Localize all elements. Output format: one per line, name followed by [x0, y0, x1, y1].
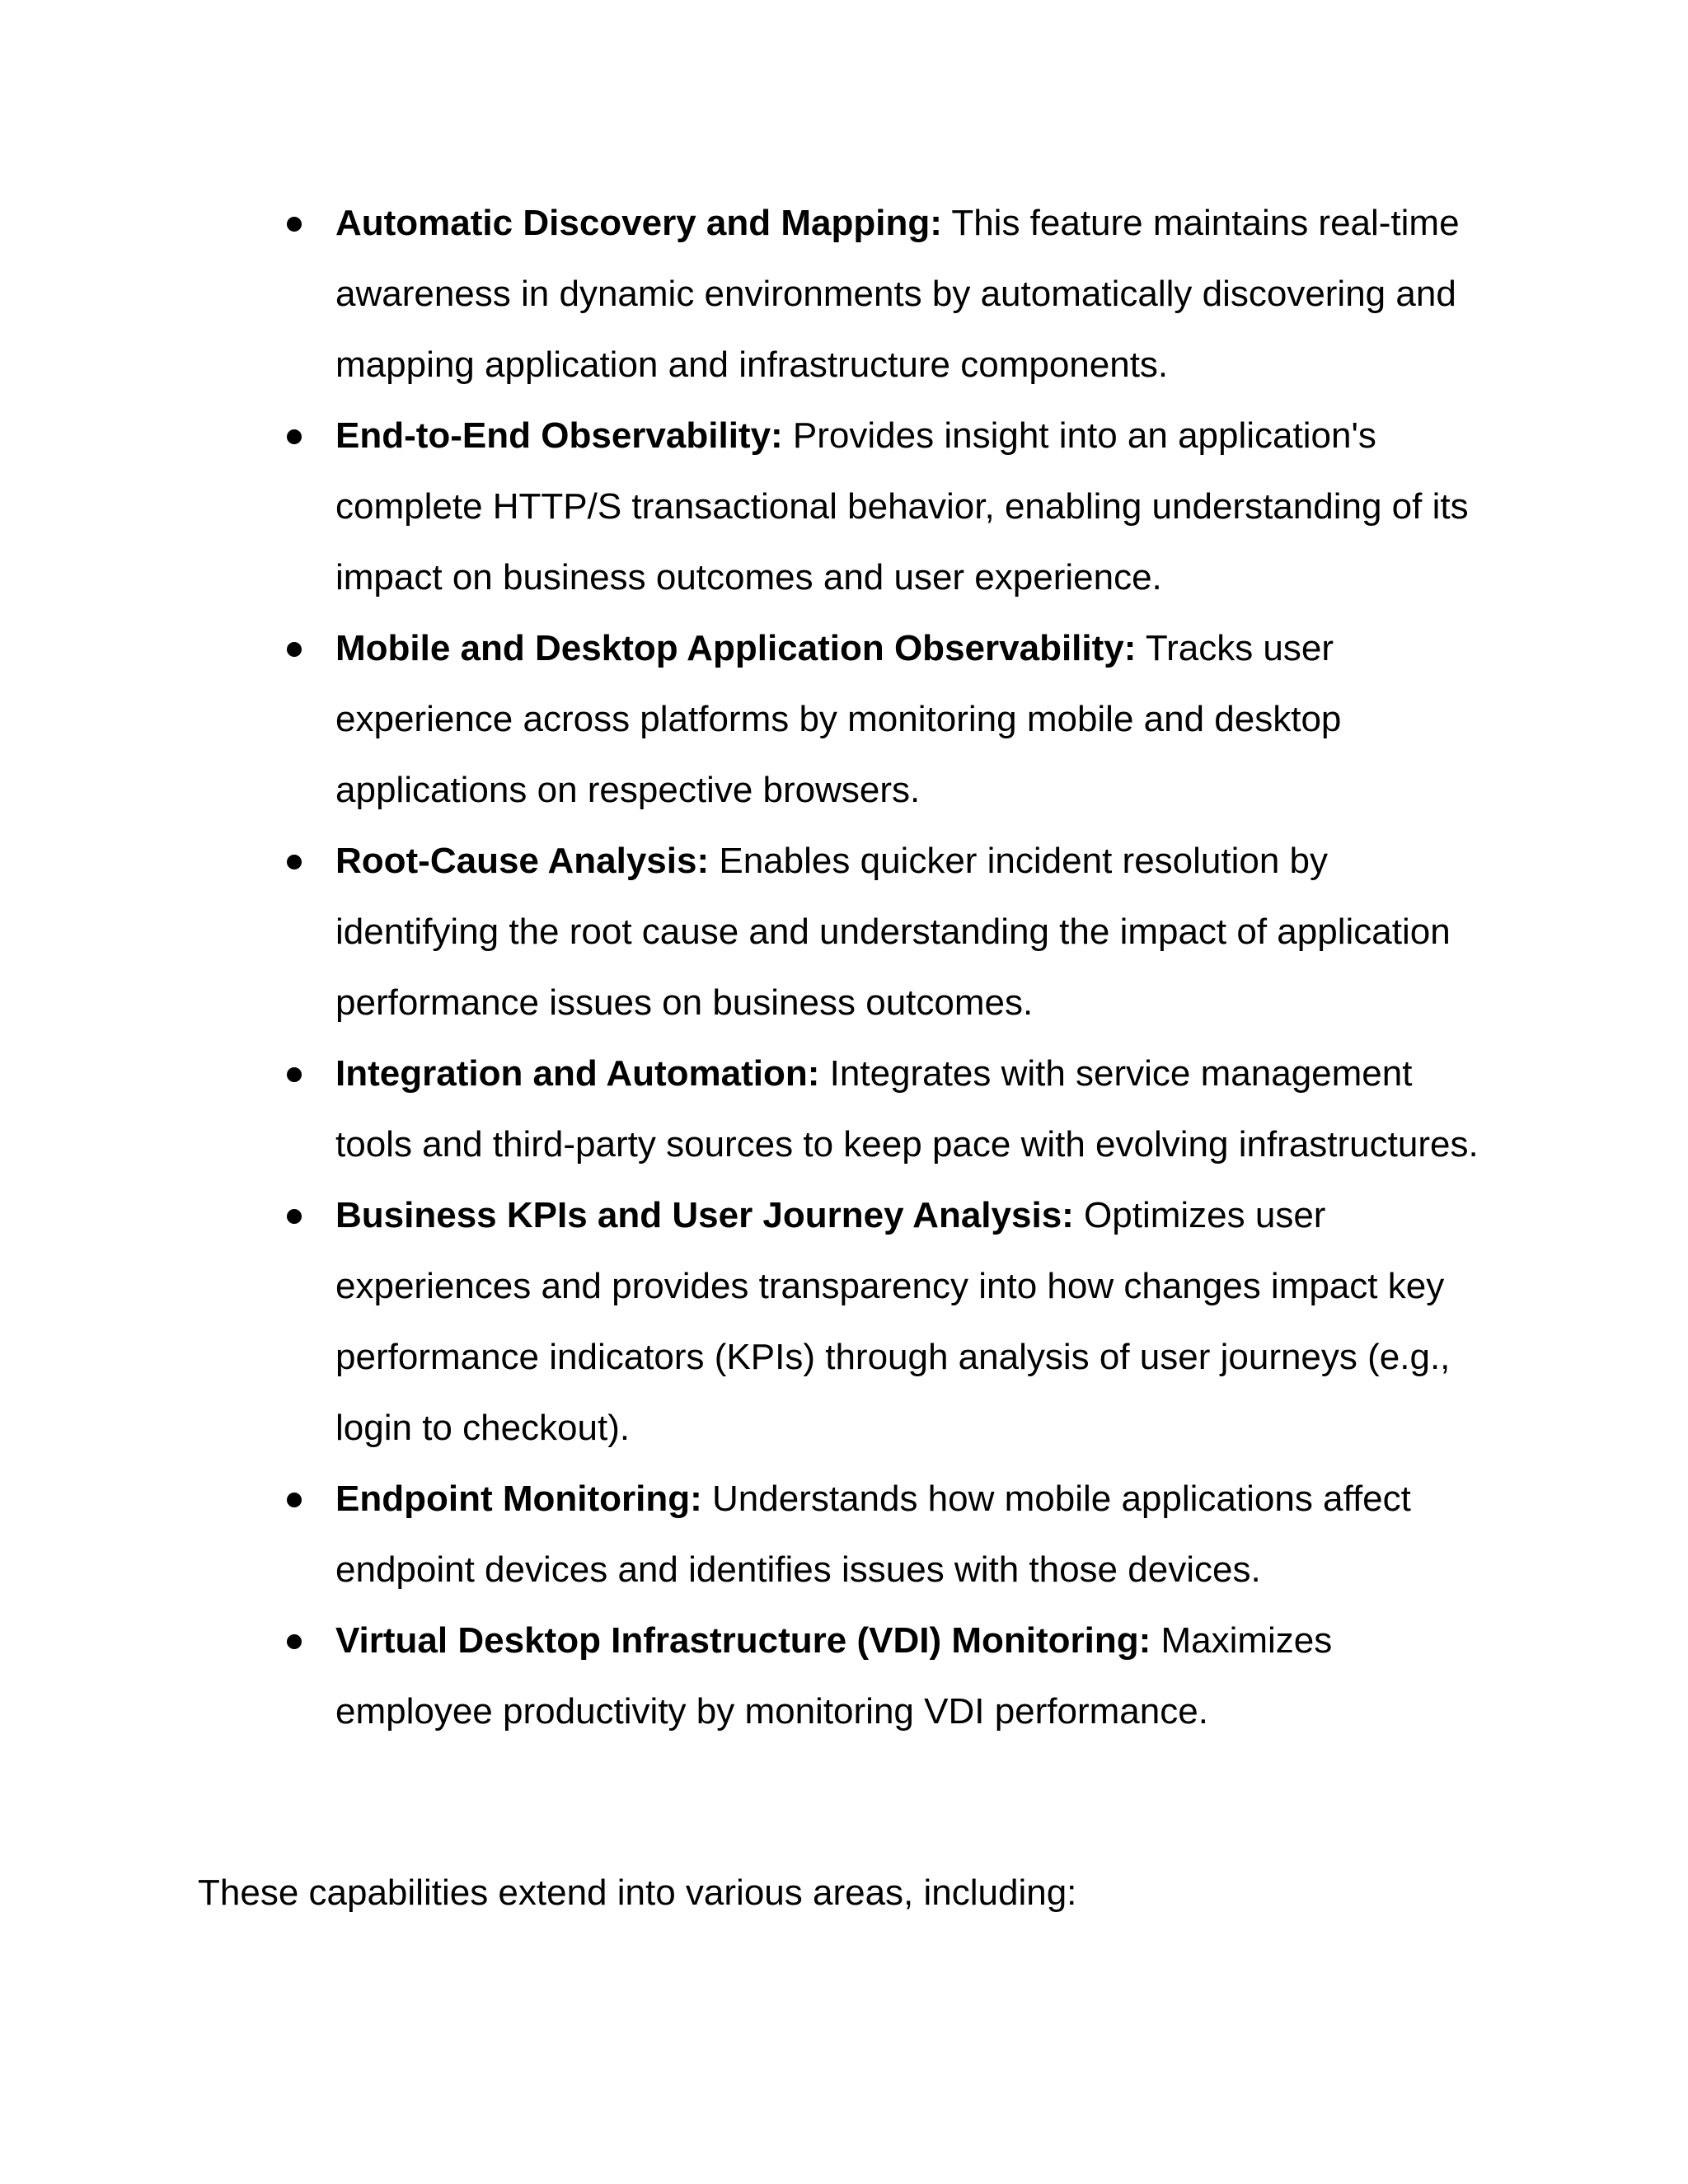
- bullet-icon: [287, 642, 302, 657]
- list-item: [280, 1605, 1484, 1747]
- feature-term: Endpoint Monitoring:: [335, 1479, 702, 1519]
- feature-term: Integration and Automation:: [335, 1053, 820, 1094]
- list-item: [280, 613, 1484, 826]
- feature-description: Tracks user experience across platforms by monitoring mobile and desktop applications on respective browsers.: [335, 628, 1342, 810]
- feature-term: Mobile and Desktop Application Observability:: [335, 628, 1137, 668]
- feature-description: Understands how mobile applications affect endpoint devices and identifies issues with those devices.: [335, 1479, 1411, 1590]
- bullet-icon: [287, 429, 302, 444]
- closing-paragraph: These capabilities extend into various areas, including:: [198, 1872, 1077, 1913]
- feature-description: Integrates with service management tools and third-party sources to keep pace with evolving infrastructures.: [335, 1053, 1479, 1165]
- list-item: [280, 401, 1484, 613]
- feature-term: Business KPIs and User Journey Analysis:: [335, 1195, 1074, 1235]
- feature-term: Virtual Desktop Infrastructure (VDI) Monitoring:: [335, 1620, 1151, 1661]
- feature-description: Optimizes user experiences and provides transparency into how changes impact key performance indicators (KPIs) through analysis of user journeys (e.g., login to checkout).: [335, 1195, 1451, 1448]
- list-item: [280, 1038, 1484, 1180]
- bullet-icon: [287, 855, 302, 869]
- bullet-icon: [287, 1209, 302, 1224]
- list-item: [280, 188, 1484, 401]
- feature-description: Provides insight into an application's complete HTTP/S transactional behavior, enabling understanding of its impact on business outcomes and user experience.: [335, 415, 1469, 598]
- feature-term: End-to-End Observability:: [335, 415, 783, 456]
- feature-description: This feature maintains real-time awareness in dynamic environments by automatically discovering and mapping application and infrastructure components.: [335, 203, 1460, 385]
- list-item: [280, 826, 1484, 1038]
- feature-description: Enables quicker incident resolution by identifying the root cause and understanding the impact of application performance issues on business outcomes.: [335, 841, 1451, 1023]
- bullet-icon: [287, 1634, 302, 1649]
- feature-term: Root-Cause Analysis:: [335, 841, 710, 881]
- bullet-icon: [287, 1067, 302, 1082]
- feature-term: Automatic Discovery and Mapping:: [335, 203, 942, 243]
- feature-list: [280, 188, 1484, 1747]
- list-item: [280, 1180, 1484, 1464]
- list-item: [280, 1464, 1484, 1605]
- bullet-icon: [287, 217, 302, 232]
- bullet-icon: [287, 1493, 302, 1507]
- feature-description: Maximizes employee productivity by monitoring VDI performance.: [335, 1620, 1333, 1732]
